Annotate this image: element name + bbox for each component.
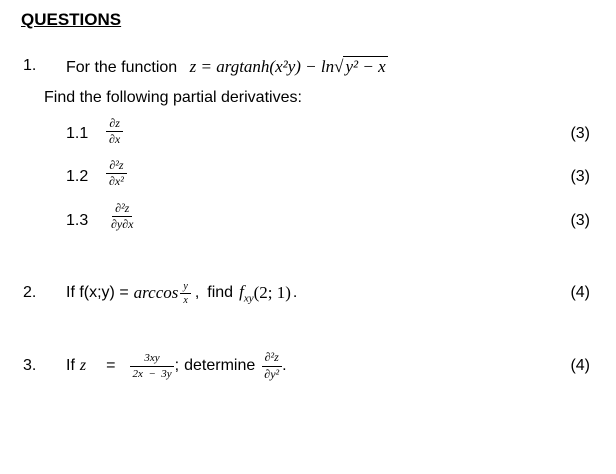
target-derivative (239, 282, 254, 304)
formula-lhs: z = argtanh(x²y) − ln (189, 57, 335, 76)
determine-word: determine (184, 357, 256, 374)
frac-denominator: 2x − 3y (132, 367, 172, 380)
marks: (4) (570, 284, 590, 301)
question-prefix: If f(x;y) = (66, 284, 129, 301)
find-word: find (207, 284, 234, 301)
question-text (66, 346, 287, 386)
target-args: (2; 1) (253, 283, 291, 302)
equals-sign: = (106, 357, 116, 374)
page-title: QUESTIONS (21, 10, 122, 29)
target-function: f (239, 281, 244, 301)
part-label: 1.2 (66, 168, 89, 185)
partial-derivative (106, 159, 127, 188)
frac-denominator: ∂x² (109, 174, 124, 189)
frac-denominator: ∂y² (264, 366, 280, 381)
semicolon: ; (174, 357, 180, 374)
partial-derivative (261, 351, 282, 380)
question-number: 2. (23, 284, 37, 301)
frac-numerator: 3xy (130, 352, 173, 366)
fraction (129, 352, 174, 379)
question-prefix: If (66, 357, 75, 374)
frac-numerator: ∂z (106, 117, 123, 132)
sentence-end: . (292, 284, 298, 301)
frac-numerator: ∂²z (106, 159, 126, 174)
frac-numerator: y (180, 281, 190, 294)
question-number: 1. (23, 57, 37, 74)
variable-z: z (79, 357, 87, 374)
marks: (3) (570, 125, 590, 142)
square-root (334, 57, 388, 77)
comma: , (194, 284, 200, 301)
part-label: 1.1 (66, 125, 89, 142)
marks: (3) (570, 212, 590, 229)
marks: (3) (570, 168, 590, 185)
frac-denominator: x (183, 294, 188, 306)
partial-derivative (108, 202, 137, 231)
function-name: arccos (133, 283, 179, 302)
frac-denominator: ∂x (109, 132, 121, 147)
frac-denominator: ∂y∂x (111, 217, 134, 232)
fraction (180, 281, 190, 306)
sqrt-argument: y² − x (345, 57, 386, 76)
sentence-end: . (282, 357, 287, 374)
question-text (66, 57, 388, 77)
instruction-text: Find the following partial derivatives: (44, 89, 302, 106)
radical-sign: √ (334, 57, 344, 76)
function-formula (190, 57, 388, 76)
marks: (4) (570, 357, 590, 374)
part-label: 1.3 (66, 212, 89, 229)
question-text (66, 275, 297, 311)
frac-numerator: ∂²z (262, 351, 282, 366)
target-subscript: xy (243, 292, 254, 305)
partial-derivative (106, 117, 123, 146)
question-intro: For the function (66, 59, 178, 76)
question-number: 3. (23, 357, 37, 374)
frac-numerator: ∂²z (112, 202, 132, 217)
